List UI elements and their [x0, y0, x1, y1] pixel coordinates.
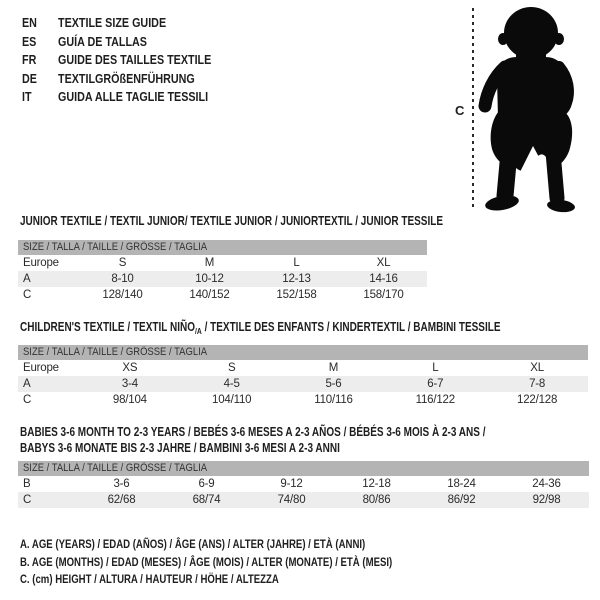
- row-label: B: [23, 478, 31, 490]
- table-cell: 7-8: [486, 376, 588, 392]
- footnote-b: B. AGE (MONTHS) / EDAD (MESES) / ÂGE (MOIS) / ALTER (MONATE) / ETÀ (MESI): [20, 554, 393, 569]
- row-label: C: [23, 289, 32, 301]
- table-cell: 12-13: [253, 271, 340, 287]
- size-header-bar: SIZE / TALLA / TAILLE / GRÖSSE / TAGLIA: [18, 240, 427, 255]
- table-row: [18, 271, 427, 287]
- table-row: [18, 376, 588, 392]
- row-label: A: [18, 271, 79, 287]
- footnote-c: C. (cm) HEIGHT / ALTURA / HAUTEUR / HÖHE / ALTEZZA: [20, 572, 279, 586]
- language-row-fr: [22, 51, 236, 70]
- table-cell: 10-12: [166, 271, 253, 287]
- table-cell: 140/152: [189, 289, 230, 301]
- table-cell: 110/116: [314, 394, 353, 406]
- language-label: TEXTILGRÖßENFÜHRUNG: [58, 71, 195, 86]
- size-header-bar: SIZE / TALLA / TAILLE / GRÖSSE / TAGLIA: [18, 461, 589, 476]
- language-row-en: [22, 14, 236, 33]
- language-label: GUIDE DES TAILLES TEXTILE: [58, 53, 212, 68]
- table-cell: M: [328, 362, 339, 374]
- table-cell: 80/86: [334, 492, 419, 508]
- table-cell: S: [118, 257, 127, 269]
- table-cell: 3-6: [113, 478, 130, 490]
- table-cell: 92/98: [504, 492, 589, 508]
- toddler-silhouette-image: [460, 0, 600, 220]
- table-cell: 122/128: [517, 394, 558, 406]
- table-row: [18, 360, 588, 376]
- language-label: GUÍA DE TALLAS: [58, 34, 147, 49]
- table-cell: S: [227, 362, 236, 374]
- table-cell: 14-16: [340, 271, 427, 287]
- children-table: [18, 360, 588, 408]
- table-cell: 86/92: [419, 492, 504, 508]
- footnotes: [20, 536, 485, 589]
- table-cell: 5-6: [283, 376, 385, 392]
- table-cell: L: [432, 362, 439, 374]
- language-guide-list: [22, 14, 236, 107]
- table-cell: 6-9: [198, 478, 215, 490]
- junior-size-table: [18, 240, 427, 303]
- babies-section-title-line1: BABIES 3-6 MONTH TO 2-3 YEARS / BEBÉS 3-6 MESES A 2-3 AÑOS / BÉBÉS 3-6 MOIS À 2-3 ANS /: [20, 425, 486, 439]
- table-cell: 74/80: [249, 492, 334, 508]
- table-cell: 116/122: [415, 394, 455, 406]
- table-cell: XL: [376, 257, 391, 269]
- language-code: IT: [22, 90, 32, 105]
- table-row: [18, 287, 427, 303]
- table-cell: 98/104: [112, 394, 147, 406]
- children-section-title: CHILDREN'S TEXTILE / TEXTIL $NIÑO_{/A}$ / TEXTILE DES ENFANTS / KINDERTEXTIL / BAMBINI TESSILE: [20, 320, 501, 336]
- table-cell: XS: [122, 362, 138, 374]
- table-cell: 6-7: [384, 376, 486, 392]
- language-code: DE: [22, 71, 37, 86]
- footnote-a: A. AGE (YEARS) / EDAD (AÑOS) / ÂGE (ANS) / ALTER (JAHRE) / ETÀ (ANNI): [20, 537, 366, 551]
- row-label: C: [23, 394, 32, 406]
- size-header-bar: SIZE / TALLA / TAILLE / GRÖSSE / TAGLIA: [18, 345, 588, 360]
- language-row-de: [22, 70, 236, 89]
- table-cell: 128/140: [102, 289, 143, 301]
- row-label: Europe: [23, 362, 59, 374]
- babies-size-table: [18, 461, 589, 508]
- children-size-table: [18, 345, 588, 408]
- table-cell: 152/158: [276, 289, 317, 301]
- height-reference-label: C: [455, 103, 465, 118]
- language-code: EN: [22, 16, 37, 31]
- language-label: GUIDA ALLE TAGLIE TESSILI: [58, 90, 209, 105]
- table-cell: 104/110: [212, 394, 252, 406]
- table-row: [18, 492, 589, 508]
- row-label: Europe: [23, 257, 59, 269]
- table-cell: 8-10: [79, 271, 166, 287]
- language-row-es: [22, 33, 236, 52]
- table-cell: 68/74: [164, 492, 249, 508]
- table-cell: L: [293, 257, 300, 269]
- language-label: TEXTILE SIZE GUIDE: [58, 16, 167, 31]
- junior-section-title: JUNIOR TEXTILE / TEXTIL JUNIOR/ TEXTILE JUNIOR / JUNIORTEXTIL / JUNIOR TESSILE: [20, 214, 444, 228]
- table-cell: XL: [530, 362, 544, 374]
- table-cell: 62/68: [79, 492, 164, 508]
- babies-section-title-line2: BABYS 3-6 MONATE BIS 2-3 JAHRE / BAMBINI 3-6 MESI A 2-3 ANNI: [20, 441, 340, 455]
- table-cell: 3-4: [79, 376, 181, 392]
- table-cell: M: [204, 257, 215, 269]
- language-code: FR: [22, 53, 37, 68]
- table-row: [18, 255, 427, 271]
- table-row: [18, 476, 589, 492]
- table-cell: 4-5: [181, 376, 283, 392]
- table-row: [18, 392, 588, 408]
- table-cell: 158/170: [363, 289, 404, 301]
- babies-table: [18, 476, 589, 508]
- language-code: ES: [22, 34, 37, 49]
- table-cell: 12-18: [362, 478, 391, 490]
- table-cell: 18-24: [447, 478, 476, 490]
- row-label: A: [18, 376, 79, 392]
- junior-table: [18, 255, 427, 303]
- table-cell: 9-12: [280, 478, 303, 490]
- title-subscript: /A: [194, 325, 202, 336]
- language-row-it: [22, 88, 236, 107]
- row-label: C: [18, 492, 79, 508]
- table-cell: 24-36: [532, 478, 561, 490]
